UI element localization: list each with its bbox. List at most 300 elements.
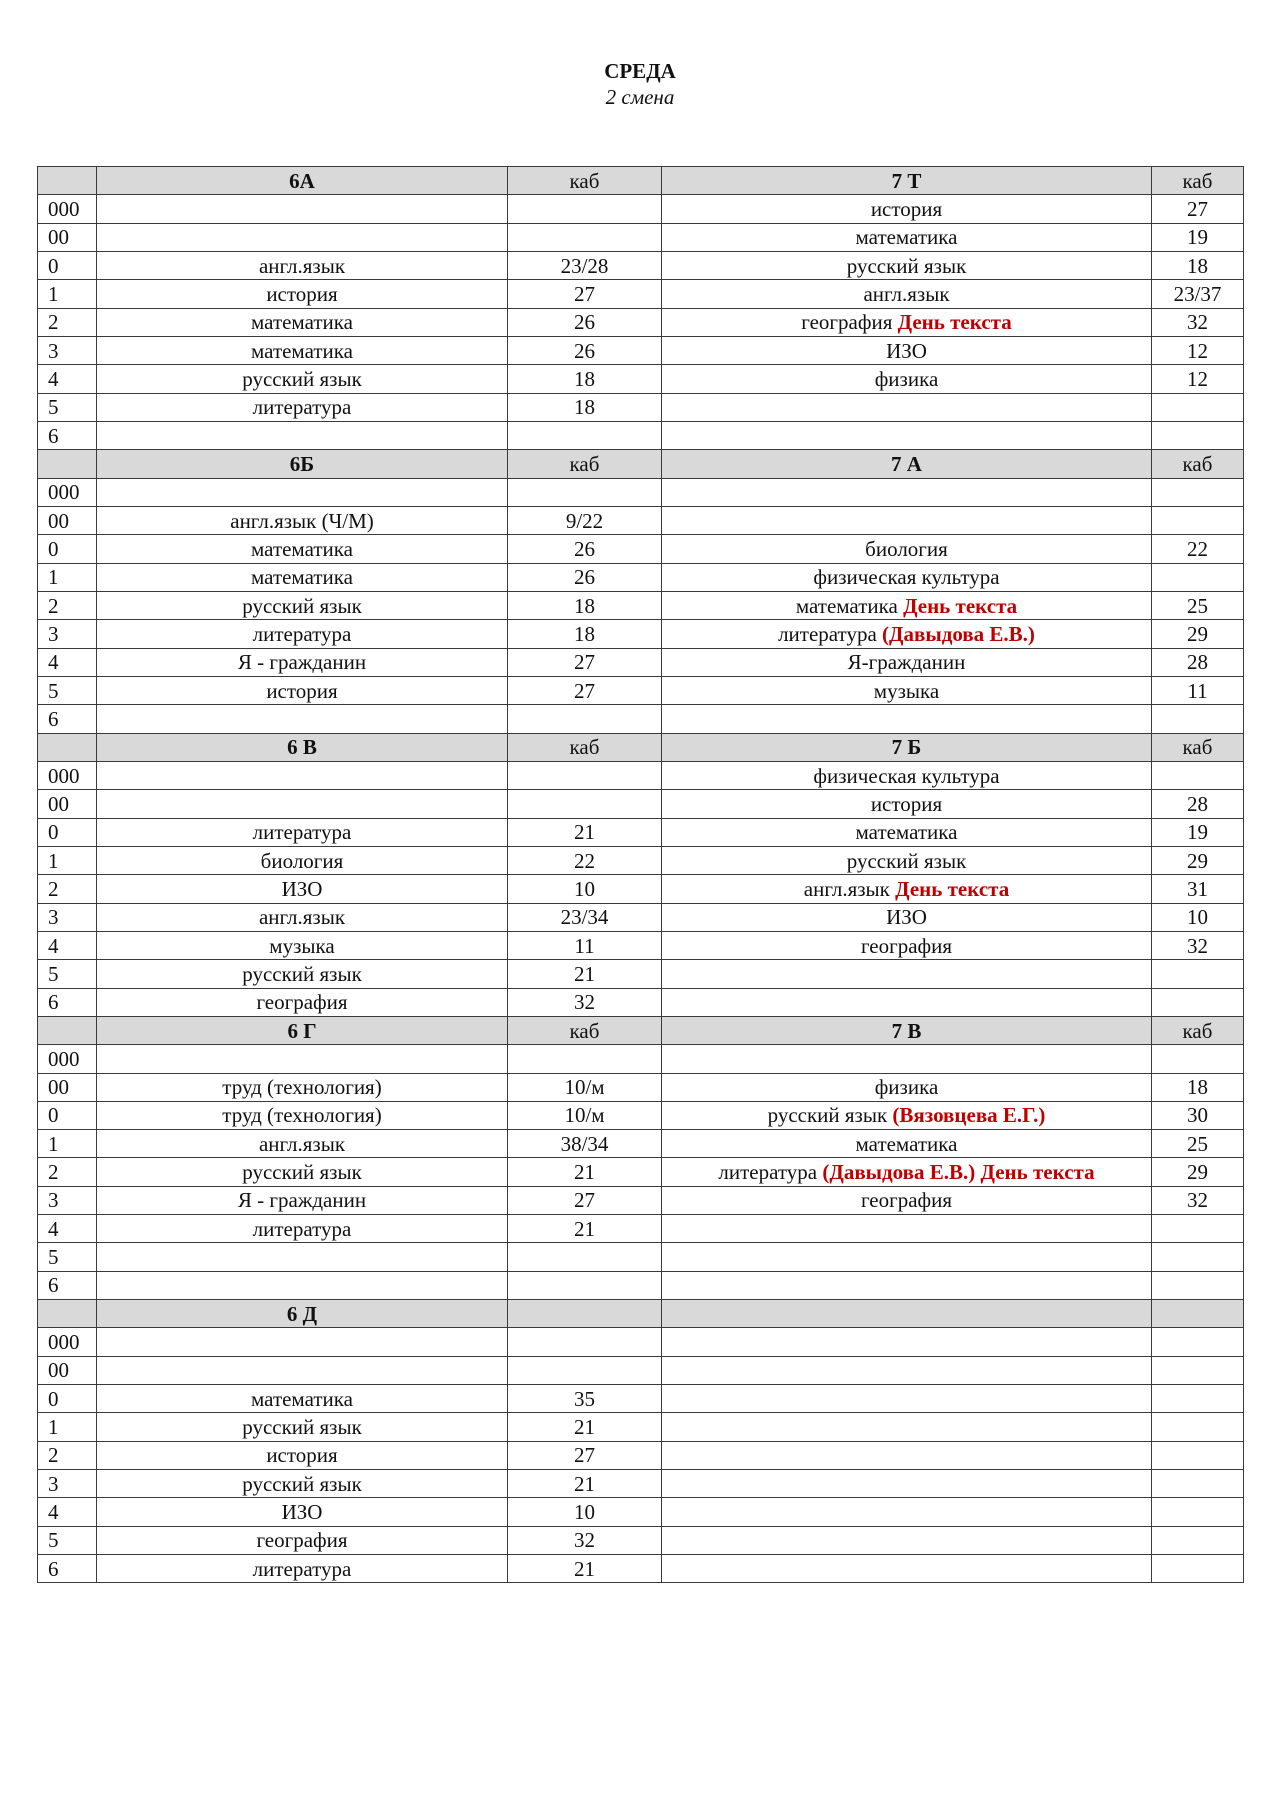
right-subject: англ.язык <box>803 876 890 901</box>
left-class-name: 6А <box>97 167 508 195</box>
right-subject: математика <box>795 593 898 618</box>
header-blank-cell <box>38 1300 97 1328</box>
right-subject-cell <box>662 648 1152 676</box>
right-subject: математика <box>855 225 958 250</box>
lesson-number: 0 <box>38 818 97 846</box>
left-subject: англ.язык <box>97 1130 508 1158</box>
left-subject: математика <box>97 336 508 364</box>
header-blank-cell <box>38 450 97 478</box>
right-subject-cell <box>662 790 1152 818</box>
right-subject: физика <box>874 1075 939 1100</box>
right-subject: русский язык <box>846 253 967 278</box>
right-room <box>1152 1498 1244 1526</box>
lesson-number: 00 <box>38 223 97 251</box>
right-subject: литература <box>778 621 877 646</box>
left-room <box>508 761 662 789</box>
lesson-number: 00 <box>38 790 97 818</box>
schedule-body <box>38 167 1244 1583</box>
right-subject: русский язык <box>767 1103 888 1128</box>
lesson-row <box>38 988 1244 1016</box>
lesson-row <box>38 705 1244 733</box>
left-class-name: 6 Д <box>97 1300 508 1328</box>
right-room: 18 <box>1152 251 1244 279</box>
right-room: 32 <box>1152 308 1244 336</box>
right-room <box>1152 421 1244 449</box>
right-room <box>1152 1470 1244 1498</box>
header-blank-cell <box>38 167 97 195</box>
left-room <box>508 790 662 818</box>
lesson-row <box>38 1073 1244 1101</box>
lesson-number: 5 <box>38 676 97 704</box>
left-room <box>508 223 662 251</box>
left-subject: ИЗО <box>97 1498 508 1526</box>
left-room-label: каб <box>508 733 662 761</box>
right-subject-cell <box>662 676 1152 704</box>
lesson-number: 1 <box>38 1130 97 1158</box>
left-subject <box>97 478 508 506</box>
right-room: 19 <box>1152 818 1244 846</box>
right-subject-cell <box>662 591 1152 619</box>
right-subject-note: (Давыдова Е.В.) <box>882 621 1035 646</box>
lesson-number: 000 <box>38 478 97 506</box>
left-subject: литература <box>97 620 508 648</box>
lesson-row <box>38 676 1244 704</box>
right-room <box>1152 1413 1244 1441</box>
left-subject: русский язык <box>97 960 508 988</box>
right-room: 12 <box>1152 365 1244 393</box>
right-subject-cell <box>662 1045 1152 1073</box>
left-room: 21 <box>508 1413 662 1441</box>
right-room: 12 <box>1152 336 1244 364</box>
lesson-number: 5 <box>38 393 97 421</box>
lesson-number: 2 <box>38 591 97 619</box>
right-subject-cell <box>662 988 1152 1016</box>
right-room: 19 <box>1152 223 1244 251</box>
left-subject: русский язык <box>97 1470 508 1498</box>
left-room <box>508 195 662 223</box>
left-room: 22 <box>508 846 662 874</box>
left-subject: математика <box>97 1385 508 1413</box>
left-subject <box>97 1243 508 1271</box>
lesson-row <box>38 931 1244 959</box>
right-room <box>1152 1215 1244 1243</box>
left-room: 21 <box>508 960 662 988</box>
lesson-row <box>38 1215 1244 1243</box>
lesson-row <box>38 1243 1244 1271</box>
right-subject-cell <box>662 1215 1152 1243</box>
left-room-label: каб <box>508 450 662 478</box>
right-room <box>1152 563 1244 591</box>
lesson-row <box>38 223 1244 251</box>
left-room: 18 <box>508 365 662 393</box>
right-room: 23/37 <box>1152 280 1244 308</box>
lesson-number: 1 <box>38 563 97 591</box>
left-subject <box>97 1045 508 1073</box>
right-subject-cell <box>662 195 1152 223</box>
lesson-row <box>38 336 1244 364</box>
lesson-row <box>38 563 1244 591</box>
left-subject: Я - гражданин <box>97 1186 508 1214</box>
right-room <box>1152 705 1244 733</box>
left-subject: Я - гражданин <box>97 648 508 676</box>
right-subject-cell <box>662 1243 1152 1271</box>
right-class-name: 7 Т <box>662 167 1152 195</box>
lesson-row <box>38 280 1244 308</box>
header-blank-cell <box>38 1016 97 1044</box>
right-subject: математика <box>855 1131 958 1156</box>
right-subject-cell <box>662 251 1152 279</box>
right-subject: англ.язык <box>863 281 950 306</box>
lesson-number: 5 <box>38 1526 97 1554</box>
left-room: 9/22 <box>508 506 662 534</box>
left-subject <box>97 761 508 789</box>
lesson-row <box>38 1045 1244 1073</box>
right-subject: география <box>801 310 893 335</box>
lesson-number: 1 <box>38 846 97 874</box>
left-subject: русский язык <box>97 591 508 619</box>
left-class-name: 6 В <box>97 733 508 761</box>
lesson-number: 0 <box>38 535 97 563</box>
lesson-number: 6 <box>38 988 97 1016</box>
right-subject-cell <box>662 1385 1152 1413</box>
lesson-row <box>38 761 1244 789</box>
right-room-label: каб <box>1152 450 1244 478</box>
right-room <box>1152 1045 1244 1073</box>
right-room <box>1152 761 1244 789</box>
right-room: 22 <box>1152 535 1244 563</box>
right-class-name <box>662 1300 1152 1328</box>
right-room <box>1152 1526 1244 1554</box>
lesson-row <box>38 1328 1244 1356</box>
lesson-row <box>38 1158 1244 1186</box>
right-subject-cell <box>662 1328 1152 1356</box>
left-subject: литература <box>97 393 508 421</box>
lesson-row <box>38 1498 1244 1526</box>
lesson-number: 0 <box>38 251 97 279</box>
lesson-row <box>38 393 1244 421</box>
right-subject-cell <box>662 535 1152 563</box>
right-subject: физическая культура <box>813 565 1000 590</box>
right-subject: математика <box>855 820 958 845</box>
left-room <box>508 421 662 449</box>
lesson-row <box>38 1356 1244 1384</box>
left-subject: литература <box>97 818 508 846</box>
lesson-number: 3 <box>38 336 97 364</box>
lesson-row <box>38 620 1244 648</box>
right-subject-cell <box>662 506 1152 534</box>
page-subtitle: 2 смена <box>605 85 675 109</box>
left-class-name: 6 Г <box>97 1016 508 1044</box>
right-room: 30 <box>1152 1101 1244 1129</box>
left-subject: история <box>97 280 508 308</box>
left-subject <box>97 1271 508 1299</box>
lesson-number: 3 <box>38 1186 97 1214</box>
lesson-number: 2 <box>38 308 97 336</box>
right-subject-cell <box>662 1555 1152 1583</box>
right-subject-note: (Давыдова Е.В.) День текста <box>822 1160 1095 1185</box>
left-subject <box>97 790 508 818</box>
lesson-number: 3 <box>38 903 97 931</box>
lesson-number: 1 <box>38 1413 97 1441</box>
right-room: 11 <box>1152 676 1244 704</box>
left-subject: русский язык <box>97 1158 508 1186</box>
left-room: 26 <box>508 336 662 364</box>
left-subject: труд (технология) <box>97 1073 508 1101</box>
left-subject: ИЗО <box>97 875 508 903</box>
right-subject: ИЗО <box>886 905 927 930</box>
right-subject-cell <box>662 1158 1152 1186</box>
lesson-number: 2 <box>38 875 97 903</box>
lesson-number: 00 <box>38 1356 97 1384</box>
right-subject-cell <box>662 705 1152 733</box>
left-room <box>508 1356 662 1384</box>
left-room-label: каб <box>508 1016 662 1044</box>
left-room-label <box>508 1300 662 1328</box>
right-room: 10 <box>1152 903 1244 931</box>
right-room <box>1152 1385 1244 1413</box>
left-room: 32 <box>508 1526 662 1554</box>
left-room: 18 <box>508 393 662 421</box>
lesson-number: 4 <box>38 931 97 959</box>
right-room: 25 <box>1152 1130 1244 1158</box>
right-subject-cell <box>662 846 1152 874</box>
section-header-row <box>38 167 1244 195</box>
right-room: 28 <box>1152 648 1244 676</box>
left-room: 23/34 <box>508 903 662 931</box>
lesson-row <box>38 1441 1244 1469</box>
right-class-name: 7 Б <box>662 733 1152 761</box>
lesson-row <box>38 875 1244 903</box>
left-room: 27 <box>508 648 662 676</box>
left-room: 21 <box>508 1555 662 1583</box>
left-room <box>508 478 662 506</box>
left-room: 32 <box>508 988 662 1016</box>
right-subject: история <box>870 196 943 221</box>
lesson-row <box>38 960 1244 988</box>
right-room: 18 <box>1152 1073 1244 1101</box>
section-header-row <box>38 1016 1244 1044</box>
right-subject-cell <box>662 1413 1152 1441</box>
left-subject: история <box>97 1441 508 1469</box>
left-subject: математика <box>97 535 508 563</box>
right-room <box>1152 393 1244 421</box>
lesson-row <box>38 1470 1244 1498</box>
left-subject: русский язык <box>97 365 508 393</box>
left-room: 11 <box>508 931 662 959</box>
lesson-number: 6 <box>38 1555 97 1583</box>
right-subject: география <box>860 933 953 958</box>
right-subject: русский язык <box>846 848 967 873</box>
right-subject-cell <box>662 1441 1152 1469</box>
right-room: 28 <box>1152 790 1244 818</box>
right-subject-cell <box>662 1186 1152 1214</box>
right-room: 32 <box>1152 1186 1244 1214</box>
left-subject: биология <box>97 846 508 874</box>
left-room: 35 <box>508 1385 662 1413</box>
right-room <box>1152 1243 1244 1271</box>
right-subject-cell <box>662 421 1152 449</box>
right-room: 25 <box>1152 591 1244 619</box>
left-room: 10/м <box>508 1101 662 1129</box>
right-room <box>1152 506 1244 534</box>
left-subject: музыка <box>97 931 508 959</box>
right-subject-note: День текста <box>903 593 1018 618</box>
page-title: СРЕДА <box>604 59 676 83</box>
lesson-row <box>38 421 1244 449</box>
lesson-number: 000 <box>38 761 97 789</box>
left-subject: география <box>97 988 508 1016</box>
lesson-number: 5 <box>38 960 97 988</box>
right-subject-cell <box>662 875 1152 903</box>
left-subject <box>97 1356 508 1384</box>
right-subject: музыка <box>873 678 940 703</box>
right-subject-note: День текста <box>895 876 1010 901</box>
header-blank-cell <box>38 733 97 761</box>
lesson-row <box>38 195 1244 223</box>
lesson-row <box>38 846 1244 874</box>
lesson-row <box>38 1101 1244 1129</box>
lesson-row <box>38 478 1244 506</box>
lesson-number: 3 <box>38 620 97 648</box>
left-subject <box>97 705 508 733</box>
lesson-row <box>38 1526 1244 1554</box>
right-class-name: 7 А <box>662 450 1152 478</box>
lesson-number: 00 <box>38 506 97 534</box>
right-room-label: каб <box>1152 1016 1244 1044</box>
left-room: 27 <box>508 676 662 704</box>
right-subject-cell <box>662 280 1152 308</box>
left-subject: география <box>97 1526 508 1554</box>
lesson-row <box>38 251 1244 279</box>
right-room <box>1152 1328 1244 1356</box>
right-room-label: каб <box>1152 167 1244 195</box>
right-room <box>1152 1555 1244 1583</box>
lesson-row <box>38 1555 1244 1583</box>
left-subject: литература <box>97 1555 508 1583</box>
lesson-row <box>38 591 1244 619</box>
lesson-row <box>38 506 1244 534</box>
lesson-number: 4 <box>38 1215 97 1243</box>
right-subject: физика <box>874 366 939 391</box>
right-subject: Я-гражданин <box>847 650 966 675</box>
lesson-number: 6 <box>38 1271 97 1299</box>
right-room: 29 <box>1152 1158 1244 1186</box>
left-room <box>508 1243 662 1271</box>
lesson-row <box>38 1130 1244 1158</box>
left-room: 27 <box>508 1186 662 1214</box>
left-room: 21 <box>508 818 662 846</box>
lesson-number: 000 <box>38 195 97 223</box>
right-subject-cell <box>662 931 1152 959</box>
right-room-label: каб <box>1152 733 1244 761</box>
right-subject-cell <box>662 960 1152 988</box>
section-header-row <box>38 1300 1244 1328</box>
right-room <box>1152 960 1244 988</box>
right-subject-cell <box>662 1356 1152 1384</box>
section-header-row <box>38 450 1244 478</box>
left-room: 10 <box>508 1498 662 1526</box>
left-room: 21 <box>508 1470 662 1498</box>
right-subject-cell <box>662 336 1152 364</box>
left-room: 27 <box>508 1441 662 1469</box>
right-subject-cell <box>662 1470 1152 1498</box>
section-header-row <box>38 733 1244 761</box>
left-subject: англ.язык (Ч/М) <box>97 506 508 534</box>
lesson-number: 5 <box>38 1243 97 1271</box>
right-subject: литература <box>718 1160 818 1185</box>
lesson-number: 4 <box>38 648 97 676</box>
lesson-number: 1 <box>38 280 97 308</box>
left-subject: англ.язык <box>97 251 508 279</box>
left-room: 27 <box>508 280 662 308</box>
left-room: 18 <box>508 591 662 619</box>
right-subject-cell <box>662 478 1152 506</box>
lesson-number: 6 <box>38 421 97 449</box>
right-room: 32 <box>1152 931 1244 959</box>
left-class-name: 6Б <box>97 450 508 478</box>
lesson-number: 000 <box>38 1328 97 1356</box>
left-room: 23/28 <box>508 251 662 279</box>
left-room: 26 <box>508 563 662 591</box>
right-room <box>1152 1356 1244 1384</box>
lesson-number: 4 <box>38 365 97 393</box>
lesson-number: 0 <box>38 1101 97 1129</box>
right-subject: биология <box>865 536 948 561</box>
left-subject <box>97 1328 508 1356</box>
left-subject <box>97 195 508 223</box>
document-header <box>0 58 1280 110</box>
right-subject-cell <box>662 1073 1152 1101</box>
lesson-row <box>38 648 1244 676</box>
lesson-number: 2 <box>38 1441 97 1469</box>
left-room <box>508 1045 662 1073</box>
right-subject: ИЗО <box>886 338 927 363</box>
left-subject: труд (технология) <box>97 1101 508 1129</box>
lesson-number: 6 <box>38 705 97 733</box>
lesson-row <box>38 1385 1244 1413</box>
lesson-row <box>38 1271 1244 1299</box>
right-subject-cell <box>662 1526 1152 1554</box>
right-subject-cell <box>662 761 1152 789</box>
right-subject-cell <box>662 1101 1152 1129</box>
lesson-row <box>38 308 1244 336</box>
left-room: 18 <box>508 620 662 648</box>
right-subject: физическая культура <box>813 763 1000 788</box>
lesson-row <box>38 903 1244 931</box>
left-subject <box>97 223 508 251</box>
right-subject-cell <box>662 818 1152 846</box>
left-room: 26 <box>508 535 662 563</box>
right-subject-cell <box>662 1130 1152 1158</box>
left-room: 21 <box>508 1215 662 1243</box>
right-subject-cell <box>662 620 1152 648</box>
left-subject: литература <box>97 1215 508 1243</box>
right-subject-cell <box>662 563 1152 591</box>
right-subject: история <box>870 791 943 816</box>
left-room: 26 <box>508 308 662 336</box>
right-subject-cell <box>662 1271 1152 1299</box>
right-subject: география <box>860 1188 953 1213</box>
left-room <box>508 1328 662 1356</box>
left-room: 38/34 <box>508 1130 662 1158</box>
lesson-row <box>38 1186 1244 1214</box>
right-room <box>1152 988 1244 1016</box>
right-subject-note: День текста <box>897 310 1012 335</box>
right-room <box>1152 478 1244 506</box>
right-subject-cell <box>662 365 1152 393</box>
left-subject: история <box>97 676 508 704</box>
lesson-row <box>38 818 1244 846</box>
